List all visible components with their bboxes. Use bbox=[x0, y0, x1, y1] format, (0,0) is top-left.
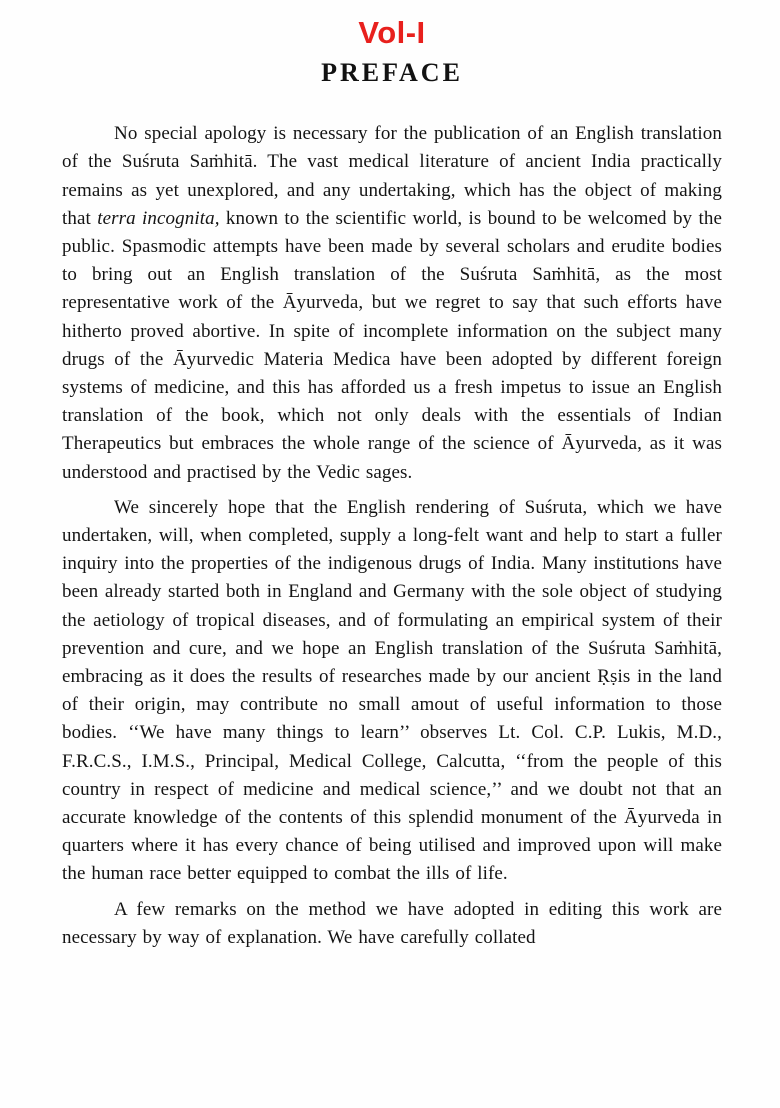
paragraph bbox=[62, 896, 722, 952]
paragraph bbox=[62, 494, 722, 889]
text-run: known to the scientific world, is bound to be welcomed by the public. Spasmodic attempts have been made by several scholars and erudite bodies to bring out an English translation of the Suśruta Saṁhitā, as the most representative work of the Āyurveda, but we regret to say that such efforts have hitherto proved abortive. In spite of incomplete information on the subject many drugs of the Āyurvedic Materia Medica have been adopted by different foreign systems of medicine, and this has afforded us a fresh impetus to issue an English translation of the book, which not only deals with the essentials of Indian Therapeutics but embraces the whole range of the science of Āyurveda, as it was understood and practised by the Vedic sages. bbox=[62, 207, 722, 483]
text-run: A few remarks on the method we have adopted in editing this work are necessary by way of explanation. We have carefully collated bbox=[62, 898, 722, 948]
text-run: No special apology is necessary for the publication of an English translation of the Suśruta Saṁhitā. The vast medical literature of ancient India practically remains as yet unexplored, and any undertaking, which has the object of making that bbox=[62, 123, 722, 229]
paragraph bbox=[62, 120, 722, 487]
text-run: We sincerely hope that the English rendering of Suśruta, which we have undertaken, will, when completed, supply a long-felt want and help to start a fuller inquiry into the properties of the indigenous drugs of India. Many institutions have been already started both in England and Germany with the sole object of studying the aetiology of tropical diseases, and of formulating an empirical system of their prevention and cure, and we hope an English translation of the Suśruta Saṁhitā, embracing as it does the results of researches made by our ancient Ṛṣis in the land of their origin, may contribute no small amout of useful information to those bodies. ‘‘We have many things to learn’’ observes Lt. Col. C.P. Lukis, M.D., F.R.C.S., I.M.S., Principal, Medical College, Calcutta, ‘‘from the people of this country in respect of medicine and medical science,’’ and we doubt not that an accurate knowledge of the contents of this splendid monument of the Āyurveda in quarters where it has every chance of being utilised and improved upon will make the human race better equipped to combat the ills of life. bbox=[62, 496, 722, 885]
italic-text-run: terra incognita, bbox=[97, 207, 220, 229]
preface-paragraphs bbox=[62, 120, 722, 952]
page-title: PREFACE bbox=[321, 58, 463, 88]
volume-label: Vol-I bbox=[358, 15, 426, 50]
